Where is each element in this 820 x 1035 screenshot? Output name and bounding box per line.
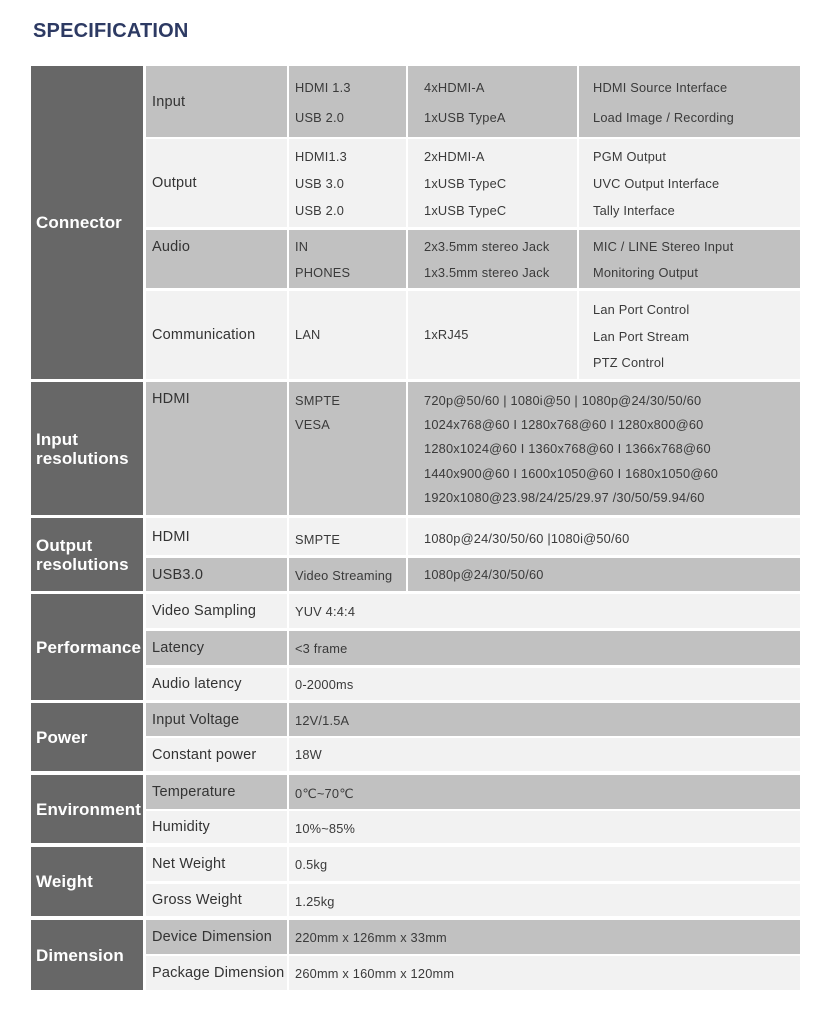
cell-output-usb-value: [408, 558, 800, 591]
cell-text: PGM Output: [593, 149, 667, 164]
cell-text: 1280x1024@60 I 1360x768@60 I 1366x768@60: [424, 441, 711, 456]
cell-text: Lan Port Control: [593, 302, 690, 317]
cell-text: 0-2000ms: [295, 677, 354, 692]
cell-input-ports: [408, 66, 577, 137]
cell-communication-type: [289, 291, 406, 379]
section-weight: [31, 847, 143, 916]
cell-latency-value: [289, 631, 800, 665]
cell-net-weight-value: [289, 847, 800, 881]
cell-humidity-value: [289, 811, 800, 843]
cell-gross-weight-value: [289, 884, 800, 916]
row-label-input-voltage: Input Voltage: [146, 703, 287, 736]
cell-input-resolution-values: [408, 382, 800, 515]
row-label-audio: Audio: [146, 230, 287, 288]
cell-device-dimension-value: [289, 920, 800, 954]
page-title: SPECIFICATION: [33, 20, 189, 42]
cell-output-types: [289, 139, 406, 227]
row-label-net-weight: Net Weight: [146, 847, 287, 881]
row-label-input: Input: [146, 66, 287, 137]
row-label-output-hdmi: HDMI: [146, 518, 287, 555]
section-label: Output resolutions: [36, 535, 129, 574]
cell-text: <3 frame: [295, 641, 348, 656]
section-label: Input resolutions: [36, 429, 129, 468]
cell-text: VESA: [295, 417, 330, 432]
cell-text: 1080p@24/30/50/60 |1080i@50/60: [424, 531, 630, 546]
cell-audio-ports: [408, 230, 577, 288]
section-label: Weight: [36, 872, 93, 891]
row-label-humidity: Humidity: [146, 811, 287, 843]
cell-audio-functions: [579, 230, 800, 288]
row-label-output: Output: [146, 139, 287, 227]
cell-text: PHONES: [295, 265, 351, 280]
cell-text: 12V/1.5A: [295, 713, 350, 728]
cell-text: PTZ Control: [593, 355, 665, 370]
cell-text: 260mm x 160mm x 120mm: [295, 966, 455, 981]
cell-text: Video Streaming: [295, 568, 393, 583]
cell-text: 0℃~70℃: [295, 786, 354, 801]
cell-text: 1x3.5mm stereo Jack: [424, 265, 550, 280]
cell-text: 2xHDMI-A: [424, 149, 485, 164]
cell-input-voltage-value: [289, 703, 800, 736]
cell-text: USB 2.0: [295, 203, 345, 218]
cell-text: SMPTE: [295, 393, 341, 408]
cell-communication-port: [408, 291, 577, 379]
section-power: [31, 703, 143, 771]
row-label-output-usb: USB3.0: [146, 558, 287, 591]
cell-output-functions: [579, 139, 800, 227]
cell-text: Load Image / Recording: [593, 110, 734, 125]
cell-text: SMPTE: [295, 532, 341, 547]
cell-text: USB 3.0: [295, 176, 345, 191]
row-label-gross-weight: Gross Weight: [146, 884, 287, 916]
section-input-resolutions: [31, 382, 143, 515]
row-label-device-dimension: Device Dimension: [146, 920, 287, 954]
cell-video-sampling-value: [289, 594, 800, 628]
row-label-audio-latency: Audio latency: [146, 668, 287, 700]
cell-input-standards: [289, 382, 406, 515]
row-label-input-hdmi: HDMI: [146, 382, 287, 515]
cell-text: 18W: [295, 747, 322, 762]
section-environment: [31, 775, 143, 843]
cell-text: 720p@50/60 | 1080i@50 | 1080p@24/30/50/60: [424, 393, 702, 408]
cell-text: 220mm x 126mm x 33mm: [295, 930, 447, 945]
cell-text: 1.25kg: [295, 894, 335, 909]
section-label: Environment: [36, 799, 142, 819]
section-label: Dimension: [36, 945, 124, 965]
cell-text: 4xHDMI-A: [424, 80, 485, 95]
cell-text: 1xUSB TypeA: [424, 110, 506, 125]
cell-output-hdmi-value: [408, 518, 800, 555]
row-label-temperature: Temperature: [146, 775, 287, 809]
cell-text: HDMI 1.3: [295, 80, 351, 95]
section-label: Power: [36, 727, 88, 747]
section-connector: [31, 66, 143, 379]
cell-text: 2x3.5mm stereo Jack: [424, 239, 550, 254]
cell-communication-functions: [579, 291, 800, 379]
cell-text: Monitoring Output: [593, 265, 699, 280]
cell-text: 1xRJ45: [424, 327, 469, 342]
cell-text: 0.5kg: [295, 857, 328, 872]
cell-constant-power-value: [289, 738, 800, 771]
cell-text: HDMI1.3: [295, 149, 347, 164]
cell-text: Tally Interface: [593, 203, 675, 218]
cell-input-functions: [579, 66, 800, 137]
cell-text: YUV 4:4:4: [295, 604, 356, 619]
row-label-latency: Latency: [146, 631, 287, 665]
cell-audio-types: [289, 230, 406, 288]
section-output-resolutions: [31, 518, 143, 591]
cell-text: MIC / LINE Stereo Input: [593, 239, 734, 254]
row-label-package-dimension: Package Dimension: [146, 956, 287, 990]
row-label-communication: Communication: [146, 291, 287, 379]
cell-text: 1920x1080@23.98/24/25/29.97 /30/50/59.94/60: [424, 490, 705, 505]
cell-text: 10%~85%: [295, 821, 356, 836]
cell-text: USB 2.0: [295, 110, 345, 125]
cell-text: 1440x900@60 I 1600x1050@60 I 1680x1050@60: [424, 466, 719, 481]
cell-text: 1080p@24/30/50/60: [424, 567, 544, 582]
cell-text: 1xUSB TypeC: [424, 203, 507, 218]
cell-text: 1024x768@60 I 1280x768@60 I 1280x800@60: [424, 417, 704, 432]
section-label: Connector: [36, 213, 122, 232]
section-dimension: [31, 920, 143, 990]
cell-package-dimension-value: [289, 956, 800, 990]
cell-temperature-value: [289, 775, 800, 809]
cell-text: Lan Port Stream: [593, 329, 690, 344]
cell-output-ports: [408, 139, 577, 227]
row-label-video-sampling: Video Sampling: [146, 594, 287, 628]
section-label: Performance: [36, 637, 142, 657]
cell-audio-latency-value: [289, 668, 800, 700]
cell-output-hdmi-standard: [289, 518, 406, 555]
cell-text: HDMI Source Interface: [593, 80, 728, 95]
cell-text: IN: [295, 239, 309, 254]
row-label-constant-power: Constant power: [146, 738, 287, 771]
cell-input-types: [289, 66, 406, 137]
cell-text: LAN: [295, 327, 321, 342]
cell-text: UVC Output Interface: [593, 176, 720, 191]
section-performance: [31, 594, 143, 700]
cell-text: 1xUSB TypeC: [424, 176, 507, 191]
cell-output-usb-standard: [289, 558, 406, 591]
